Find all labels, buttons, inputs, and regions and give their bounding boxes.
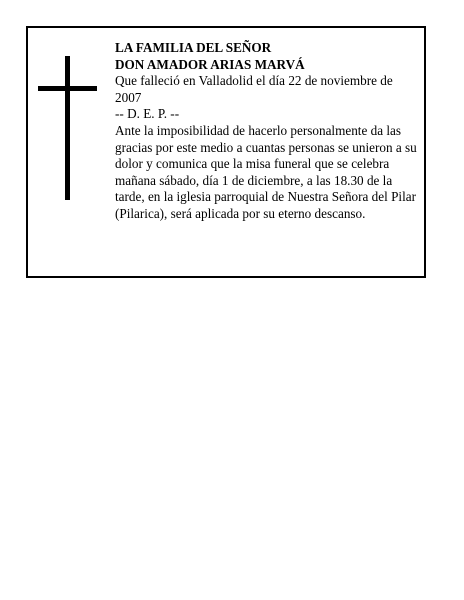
cross-vertical-bar — [65, 56, 70, 200]
latin-cross-icon — [38, 56, 100, 200]
family-heading: LA FAMILIA DEL SEÑOR — [115, 40, 272, 55]
deceased-name: DON AMADOR ARIAS MARVÁ — [115, 56, 305, 72]
notice-text — [115, 40, 417, 223]
obituary-notice — [26, 26, 426, 278]
funeral-message: Ante la imposibilidad de hacerlo personalmente da las gracias por este medio a cuantas personas se unieron a su dolor y comunica que la misa funeral que se celebra mañana sábado, día 1 de diciembre, a las 18.30 de la tarde, en la iglesia parroquial de Nuestra Señora del Pilar (Pilarica), será aplicada por su eterno descanso. — [115, 122, 417, 221]
death-date-line: Que falleció en Valladolid el día 22 de noviembre de 2007 — [115, 73, 393, 105]
rest-in-peace-line: -- D. E. P. -- — [115, 106, 180, 122]
cross-horizontal-bar — [38, 86, 97, 91]
